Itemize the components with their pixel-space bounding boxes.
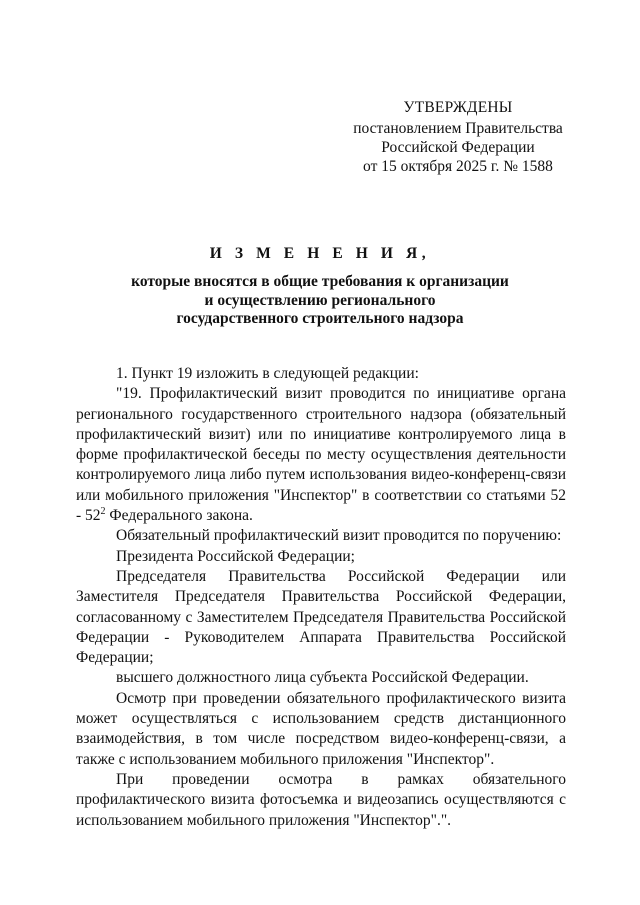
paragraph-3: Обязательный профилактический визит проводится по поручению: xyxy=(116,527,562,545)
paragraph-5: Председателя Правительства Российской Федерации или Заместителя Председателя Правительства Российской Федерации, согласованному с Заместителем Председателя Правительства Российской Федерации - Руководителем Аппарата Правительства Российской Федерации; xyxy=(76,567,566,667)
paragraph-2-main: "19. Профилактический визит проводится по инициативе органа регионального государственного строительного надзора (обязательный профилактический визит) или по инициативе контролируемого лица в форме профилактической беседы по месту осуществления деятельности контролируемого лица либо путем использования видео-конференц-связи или мобильного приложения "Инспектор" в соответствии со статьями 52 - 52 xyxy=(76,385,566,525)
approval-line-1: постановлением Правительства xyxy=(353,120,563,137)
paragraph-7: Осмотр при проведении обязательного профилактического визита может осуществляться с использованием средств дистанционного взаимодействия, в том числе посредством видео-конференц-связи, а также с использованием мобильного приложения "Инспектор". xyxy=(76,689,566,768)
paragraph-6: высшего должностного лица субъекта Российской Федерации. xyxy=(116,669,529,687)
subtitle-line-2: и осуществлению регионального xyxy=(204,291,436,309)
title-heading: И З М Е Н Е Н И Я, xyxy=(209,245,431,262)
subtitle-line-3: государственного строительного надзора xyxy=(176,310,464,327)
paragraph-2-tail: Федерального закона. xyxy=(105,507,253,525)
approval-line-2: Российской Федерации xyxy=(381,139,535,156)
paragraph-1: 1. Пункт 19 изложить в следующей редакции: xyxy=(116,365,419,382)
paragraph-2 xyxy=(76,384,566,526)
document-body xyxy=(76,364,566,831)
title-subtitle xyxy=(110,273,530,329)
subtitle-line-1: которые вносятся в общие требования к организации xyxy=(131,273,509,290)
document-title xyxy=(0,245,640,329)
paragraph-8: При проведении осмотра в рамках обязательного профилактического визита фотосъемка и видеозапись осуществляются с использованием мобильного приложения "Инспектор".". xyxy=(76,770,566,829)
approval-stamp xyxy=(342,98,574,176)
superscript-2: 2 xyxy=(100,505,106,517)
approval-heading: УТВЕРЖДЕНЫ xyxy=(403,99,513,116)
approval-line-3: от 15 октября 2025 г. № 1588 xyxy=(363,158,553,175)
paragraph-4: Президента Российской Федерации; xyxy=(116,547,355,565)
